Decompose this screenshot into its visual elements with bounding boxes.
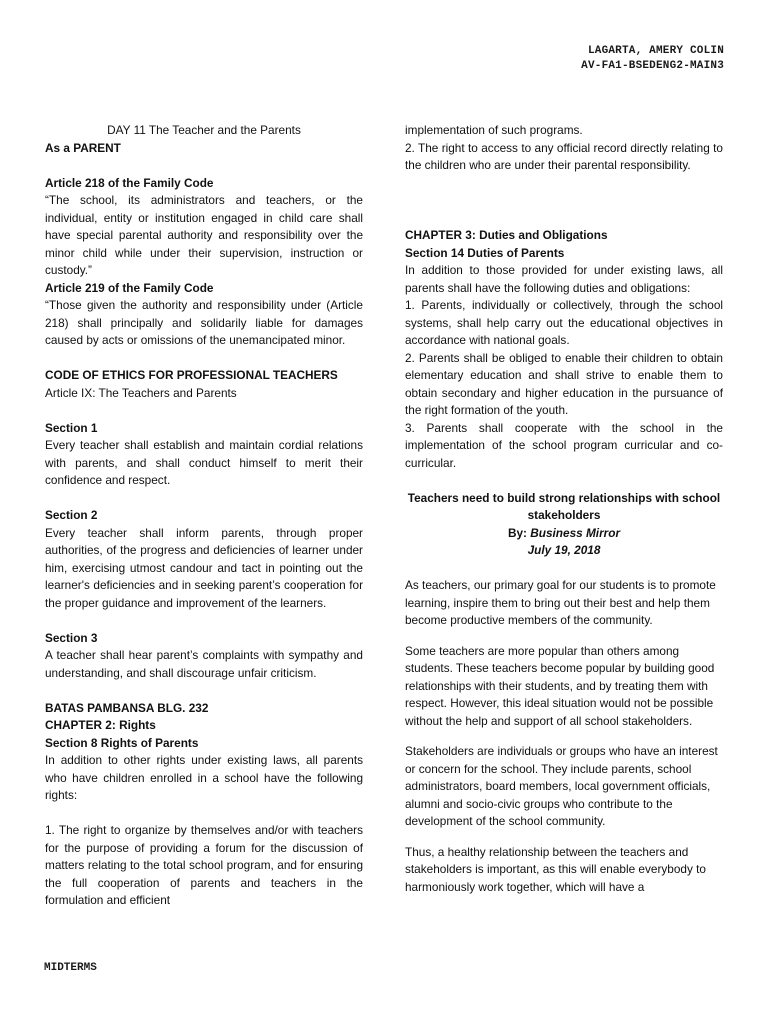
right-1-text: 1. The right to organize by themselves and/or with teachers for the purpose of providing a forum for the discussion of matters relating to the total school program, and for ensuring the full cooperation of parents and teachers in the formulation and efficient [45, 823, 363, 907]
section-8-text: In addition to other rights under existing laws, all parents who have children enrolled in a school have the following rights: [45, 753, 363, 802]
article-paragraph-2: Some teachers are more popular than others among students. These teachers become popular by building good relationships with their students, and by treating them with respect. However, this ideal situation would not be possible without the help and support of all school stakeholders. [405, 643, 715, 728]
section-14-text: In addition to those provided for under existing laws, all parents shall have the following duties and obligations: [405, 263, 723, 295]
duty-1-text: 1. Parents, individually or collectively, through the school systems, shall help carry out the educational objectives in accordance with national goals. [405, 298, 723, 347]
duty-3-text: 3. Parents shall cooperate with the school in the implementation of the school program curricular and co-curricular. [405, 420, 723, 470]
chapter-3-title: CHAPTER 3: Duties and Obligations [405, 228, 608, 242]
right-column [405, 122, 723, 896]
section-1-title: Section 1 [45, 420, 98, 435]
chapter-2-title: CHAPTER 2: Rights [45, 718, 156, 732]
article-title: Teachers need to build strong relationships with school stakeholders [407, 490, 721, 522]
section-3-title: Section 3 [45, 630, 98, 645]
section-14-title: Section 14 Duties of Parents [405, 245, 565, 260]
section-8-title: Section 8 Rights of Parents [45, 735, 199, 750]
author-name: LAGARTA, AMERY COLIN [587, 45, 724, 57]
article-paragraph-4: Thus, a healthy relationship between the teachers and stakeholders is important, as this will enable everybody to harmoniously work together, which will have a [405, 844, 706, 894]
article-219-text: “Those given the authority and responsibility under (Article 218) shall principally and solidarily liable for damages caused by acts or omissions of the unemancipated minor. [45, 298, 363, 347]
left-column [45, 122, 363, 910]
article-218-title: Article 218 of the Family Code [45, 175, 214, 190]
article-9-title: Article IX: The Teachers and Parents [45, 385, 237, 400]
author-header [581, 44, 724, 74]
article-byline [405, 525, 723, 543]
section-code: AV-FA1-BSEDENG2-MAIN3 [581, 60, 724, 72]
section-2-text: Every teacher shall inform parents, through proper authorities, of the progress and deficiencies of learner under him, exercising utmost candour and tact in pointing out the learner's deficiencies and in seeking parent’s cooperation for the proper guidance and improvement of the learners. [45, 525, 363, 610]
bp-232-title: BATAS PAMBANSA BLG. 232 [45, 700, 209, 715]
footer-label: MIDTERMS [44, 962, 97, 974]
article-date: July 19, 2018 [527, 543, 601, 557]
article-218-text: “The school, its administrators and teachers, or the individual, entity or institution engaged in child care shall have special parental authority and responsibility over the minor child while under their supervision, instruction or custody.” [45, 193, 363, 277]
article-paragraph-3: Stakeholders are individuals or groups who have an interest or concern for the school. They include parents, school administrators, board members, local government officials, alumni and socio-civic groups who contribute to the development of the school community. [405, 744, 718, 828]
byline-label: By: [507, 525, 527, 540]
section-1-text: Every teacher shall establish and maintain cordial relations with parents, and shall conduct himself to merit their confidence and respect. [45, 438, 363, 487]
right-1-continued: implementation of such programs. [405, 123, 583, 137]
article-paragraph-1: As teachers, our primary goal for our students is to promote learning, inspire them to bring out their best and help them become productive members of the community. [405, 578, 716, 627]
right-2-text: 2. The right to access to any official record directly relating to the children who are under their parental responsibility. [405, 140, 723, 172]
page-title: DAY 11 The Teacher and the Parents [107, 123, 301, 137]
as-parent-heading: As a PARENT [45, 140, 121, 155]
byline-source: Business Mirror [530, 525, 621, 540]
duty-2-text: 2. Parents shall be obliged to enable their children to obtain elementary education and shall strive to enable them to obtain secondary and higher education in the pursuance of the right formation of the youth. [405, 350, 723, 417]
article-219-title: Article 219 of the Family Code [45, 280, 214, 295]
code-of-ethics-title: CODE OF ETHICS FOR PROFESSIONAL TEACHERS [45, 368, 338, 382]
section-3-text: A teacher shall hear parent’s complaints with sympathy and understanding, and shall discourage unfair criticism. [45, 648, 363, 680]
section-2-title: Section 2 [45, 508, 98, 522]
